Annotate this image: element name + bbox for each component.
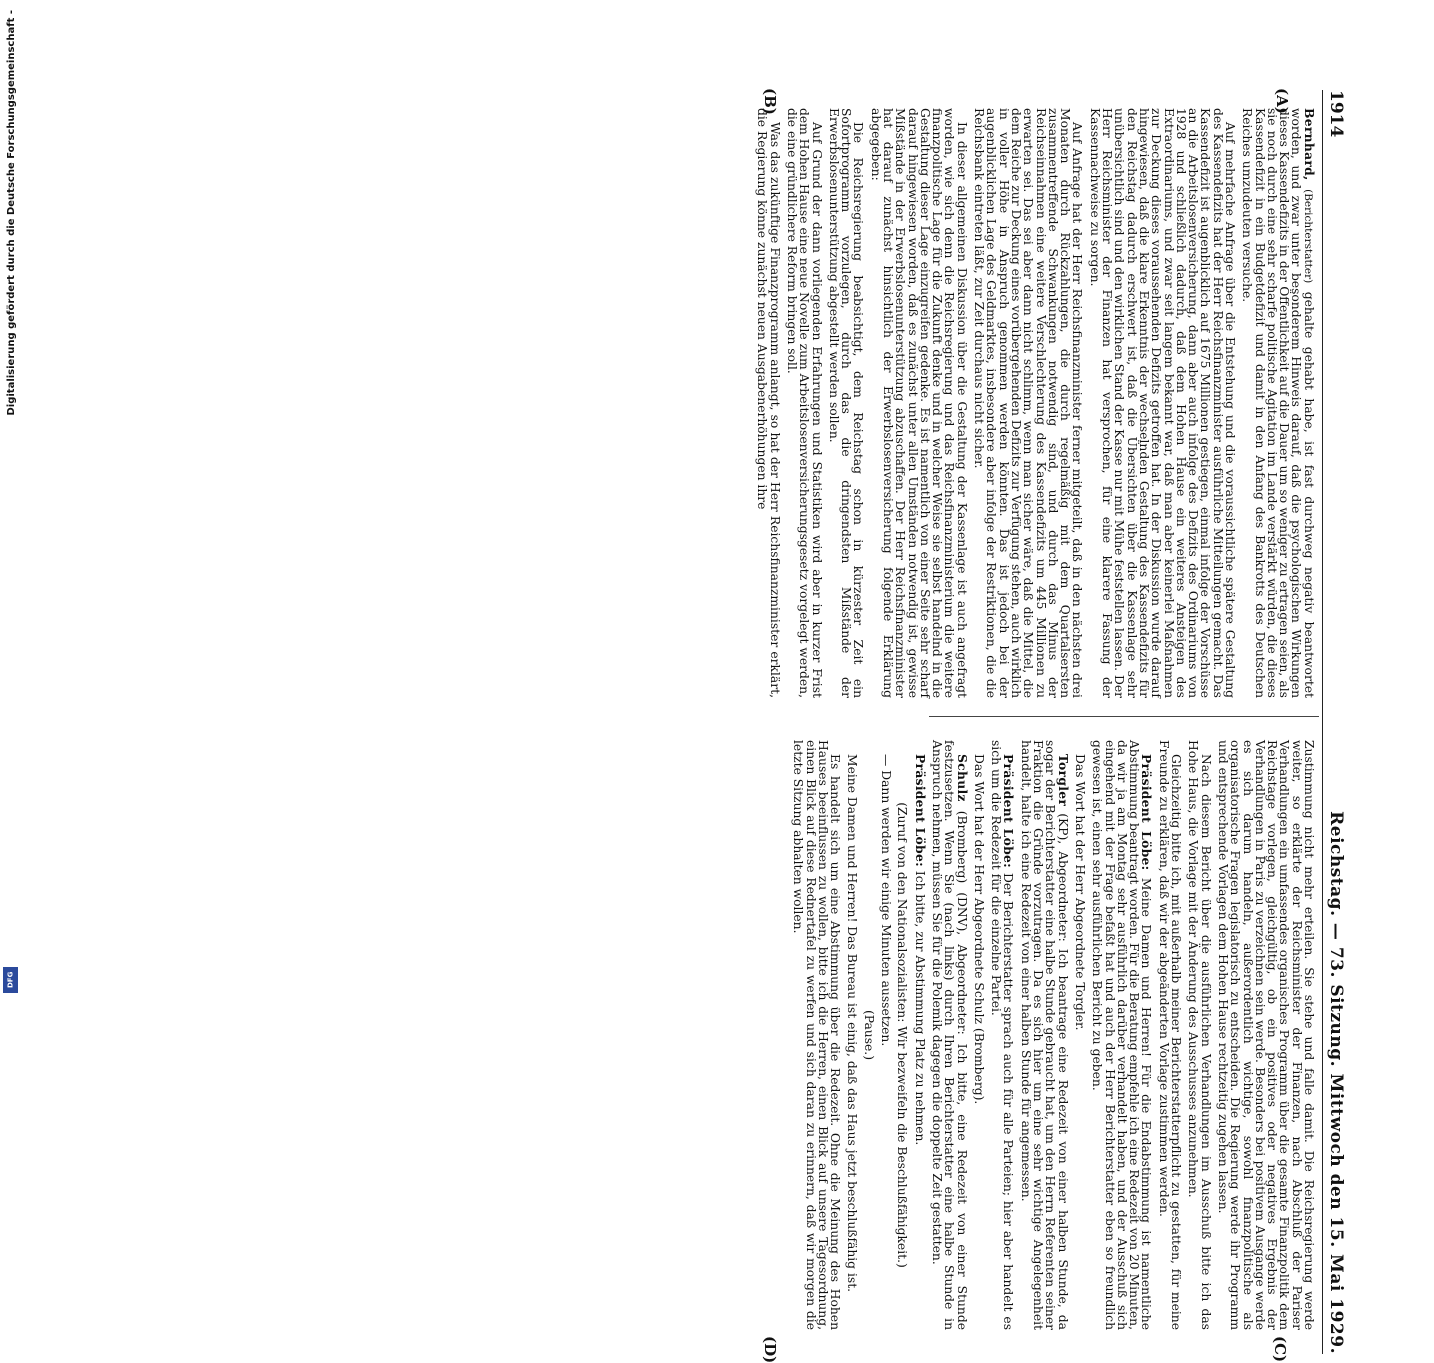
paragraph: Auf Anfrage hat der Herr Reichsfinanzminister ferner mitgeteilt, daß in den nächsten drei Monaten durch Rückzahlungen, die durch regelmäßig mit dem Quartalsersten zusammentreffende Schwankungen notwendig sind, und durch das Minus der Reichseinnahmen eine weitere Verschlechterung des Kassendefizits um 445 Millionen zu erwarten sei. Das sei aber dann nicht schlimm, wenn man sicher wäre, daß die Mittel, die dem Reiche zur Deckung eines vorübergehenden Defizits zur Verfügung stehen, auch wirklich in voller Höhe in Anspruch genommen werden könnten. Das ist jedoch bei der augenblicklichen Lage des Geldmarktes, insbesondere aber infolge der Restriktionen, die die Reichsbank eintreten läßt, zur Zeit durchaus nicht sicher. [972, 108, 1085, 698]
paragraph: — Dann werden wir einige Minuten aussetzen. [879, 754, 894, 1047]
paragraph: Das Wort hat der Herr Abgeordnete Schulz (Bromberg). [971, 754, 986, 1105]
paragraph [912, 740, 928, 1330]
paragraph: In dieser allgemeinen Diskussion über die Gestaltung der Kassenlage ist auch angefragt worden, wie sich denn die Reichsregierung und das Reichsfinanzministerium die weitere finanzpolitische Lage für die Zukunft denke und in welcher Weise sie selbst handelnd in die Gestaltung dieser Lage einzugreifen gedenke. Es ist namentlich von einer Seite sehr scharf darauf hingewiesen worden, daß es zunächst unter allen Umständen notwendig ist, gewisse Mißstände in der Erwerbslosenunterstützung abzuschaffen. Der Herr Reichsfinanzminister hat darauf zunächst hinsichtlich der Erwerbslosenversicherung folgende Erklärung abgegeben: [868, 108, 969, 698]
paragraph: Das Wort hat der Herr Abgeordnete Torgler. [1072, 754, 1087, 1031]
speaker-name: Bernhard, [1302, 108, 1317, 181]
scanned-page [529, 88, 1349, 1363]
paragraph [1090, 740, 1155, 1330]
page-header [1322, 90, 1349, 1354]
paragraph: Auf mehrfache Anfrage über die Entstehung und die voraussichtliche spätere Gestaltung des Kassendefizits hat der Herr Reichsfinanzminister ausführliche Mitteilungen gemacht. Das Kassendefizit ist augenblicklich auf 1675 Millionen gestiegen, einmal infolge der Vorschüsse an die Arbeitslosenversicherung, dann aber auch infolge des Defizits des Ordinariums von 1928 und schließlich dadurch, daß dem Hohen Hause ein weiteres Ansteigen des Extraordinariums, und zwar seit langem bekannt war, daß man aber keinerlei Maßnahmen zur Deckung dieses voraussehenden Defizits getroffen hat. In der Diskussion wurde darauf hingewiesen, daß die klare Erkenntnis der wechselnden Gestaltung des Kassendefizits für den Reichstag dadurch erschwert ist, daß die Übersichten über die Kassenlage sehr unübersichtlich sind und den wirklichen Stand der Kasse nur mit Mühe feststellen lassen. Der Herr Reichsminister der Finanzen hat versprochen, für eine klarere Fassung der Kassennachweise zu sorgen. [1087, 108, 1238, 698]
paragraph-text: Meine Damen und Herren! Für die Endabstimmung ist namentliche Abstimmung beantragt worden. Für die Beratung empfehle ich eine Redezeit von 20 Minuten, da wir ja am Montag sehr ausführlich darüber verhandelt haben, und der Ausschuß sich eingehend mit der Frage befaßt hat und auch der Herr Berichterstatter eben so freundlich gewesen ist, einen sehr ausführlichen Bericht zu geben. [1090, 740, 1154, 1330]
column-divider [929, 716, 1319, 717]
speaker-name: Präsident Löbe: [1001, 754, 1017, 868]
left-column [535, 108, 1315, 698]
speaker-name: Präsident Löbe: [1139, 754, 1155, 871]
speaker-name: Präsident Löbe: [912, 754, 928, 867]
margin-marker-a: (A) [1273, 88, 1291, 114]
speaker-role: Berichterstatter [1302, 193, 1314, 280]
margin-marker-d: (D) [761, 1336, 779, 1363]
speaker-name: Torgler [1055, 754, 1071, 807]
paragraph [931, 740, 968, 1330]
paragraph-text: Der Berichterstatter sprach auch für alle Parteien; hier aber handelt es sich um die Redezeit für die einzelne Partei. [989, 740, 1016, 1330]
page-number: 1914 [1326, 90, 1346, 138]
quote-paragraph: Die Reichsregierung beabsichtigt, dem Reichstag schon in kürzester Zeit ein Sofortprogramm vorzulegen, durch das die dringendsten Mißstände der Erwerbslosenunterstützung abgestellt werden sollen. [826, 108, 866, 698]
paragraph: Meine Damen und Herren! Das Bureau ist einig, daß das Haus jetzt beschlußfähig ist. [845, 754, 860, 1293]
paragraph-text: Abgeordneter: Ich beantrage eine Redezeit von einer halben Stunde, da sogar der Berichterstatter eine halbe Stunde gebraucht hat, um den Herrn Referenten seiner Fraktion die Gründe vorzutragen. Da es sich hier um eine sehr wichtige Angelegenheit handelt, halte ich eine Redezeit von einer halben Stunde für angemessen. [1018, 740, 1070, 1330]
interjection: (Zuruf von den Nationalsozialisten: Wir bezweifeln die Beschlußfähigkeit.) [895, 802, 910, 1268]
speaker-party: (Bromberg) (DNV), [954, 810, 969, 936]
dfg-logo: DFG [3, 967, 18, 993]
pause-note: (Pause.) [861, 1009, 876, 1061]
paragraph-text: Abgeordneter: Ich bitte, eine Redezeit von einer Stunde festzusetzen. Wenn Sie (nach links) durch Ihren Berichterstatter eine halbe Stunde in Anspruch nehmen, müssen Sie für die Polemik dagegen die doppelte Zeit gestatten. [929, 740, 969, 1330]
quote-paragraph: Auf Grund der dann vorliegenden Erfahrungen und Statistiken wird aber in kurzer Frist dem Hohen Hause eine neue Novelle zum Arbeitslosenversicherungsgesetz vorgelegt werden, die eine gründlichere Reform bringen soll. [784, 108, 824, 698]
speaker-party: (KP), [1055, 813, 1070, 845]
credit-text: Digitalisierung gefördert durch die Deutsche Forschungsgemeinschaft - [6, 10, 17, 416]
right-column [535, 740, 1315, 1330]
speaker-name: Schulz [954, 754, 970, 802]
paragraph: Zustimmung nicht mehr erteilen. Sie stehe und falle damit. Die Reichsregierung werde weiter, so erklärte der Reichsminister der Finanzen, nach Abschluß der Pariser Verhandlungen ein umfassendes organisches Programm über die gesamte Finanzpolitik dem Reichstage vorlegen, gleichgültig, ob ein positives oder negatives Ergebnis der Verhandlungen in Paris zu verzeichnen sein werde. Besonders bei positivem Ausgange werde es sich darum handeln, außerordentlich wichtige, sowohl finanzpolitische als organisatorische Fragen legislatorisch zu entscheiden. Die Regierung werde ihr Programm und entsprechende Vorlagen dem Hohen Hause rechtzeitig zugehen lassen. [1215, 740, 1316, 1330]
paragraph: Nach diesem Bericht über die ausführlichen Verhandlungen im Ausschuß bitte ich das Hohe Haus, die Vorlage mit der Änderung des Ausschusses anzunehmen. [1186, 740, 1213, 1330]
paragraph: Was das zukünftige Finanzprogramm anlangt, so hat der Herr Reichsfinanzminister erklärt, die Regierung könne zunächst neuen Ausgabenerhöhungen ihre [755, 108, 782, 698]
margin-marker-b: (B) [761, 88, 779, 115]
margin-marker-c: (C) [1271, 1336, 1289, 1363]
page-title: Reichstag. — 73. Sitzung. Mittwoch den 15. Mai 1929. [1326, 811, 1346, 1354]
digitization-credit [0, 0, 22, 1000]
paragraph: Es handelt sich um eine Abstimmung über die Redezeit. Ohne die Meinung des Hohen Hauses beeinflussen zu wollen, bitte ich die Herren, einen Blick auf unsere Tagesordnung, einen Blick auf diese Rednertafel zu werfen und sich daran zu erinnern, daß wir morgen die letzte Sitzung abhalten wollen. [791, 740, 843, 1330]
paragraph [990, 740, 1015, 1330]
paragraph [1018, 740, 1071, 1330]
paragraph-text: gehalte gehabt habe, ist fast durchweg negativ beantwortet worden, und zwar unter besonderem Hinweis darauf, daß die psychologischen Wirkungen dieses Kassendefizits in der Öffentlichkeit auf die Dauer um so weniger zu ertragen seien, als sie noch durch eine sehr scharfe politische Agitation im Lande verstärkt würden, die dieses Kassendefizit in ein Budgetdefizit und damit in den Anfang des Bankrotts des Deutschen Reiches umzudeuten versuche. [1240, 108, 1316, 698]
paragraph: Bernhard, (Berichterstatter) gehalte gehabt habe, ist fast durchweg negativ beantwortet worden, und zwar unter besonderem Hinweis darauf, daß die psychologischen Wirkungen dieses Kassendefizits in der Öffentlichkeit auf die Dauer um so weniger zu ertragen seien, als sie noch durch eine sehr scharfe politische Agitation im Lande verstärkt würden, die dieses Kassendefizit in ein Budgetdefizit und damit in den Anfang des Bankrotts des Deutschen Reiches umzudeuten versuche. [1240, 108, 1317, 698]
paragraph-text: Ich bitte, zur Abstimmung Platz zu nehmen. [912, 870, 927, 1146]
paragraph: Gleichzeitig bitte ich, mit außerhalb meiner Berichterstatterpflicht zu gestatten, für meine Freunde zu erklären, daß wir der abgeänderten Vorlage zustimmen werden. [1156, 740, 1184, 1330]
